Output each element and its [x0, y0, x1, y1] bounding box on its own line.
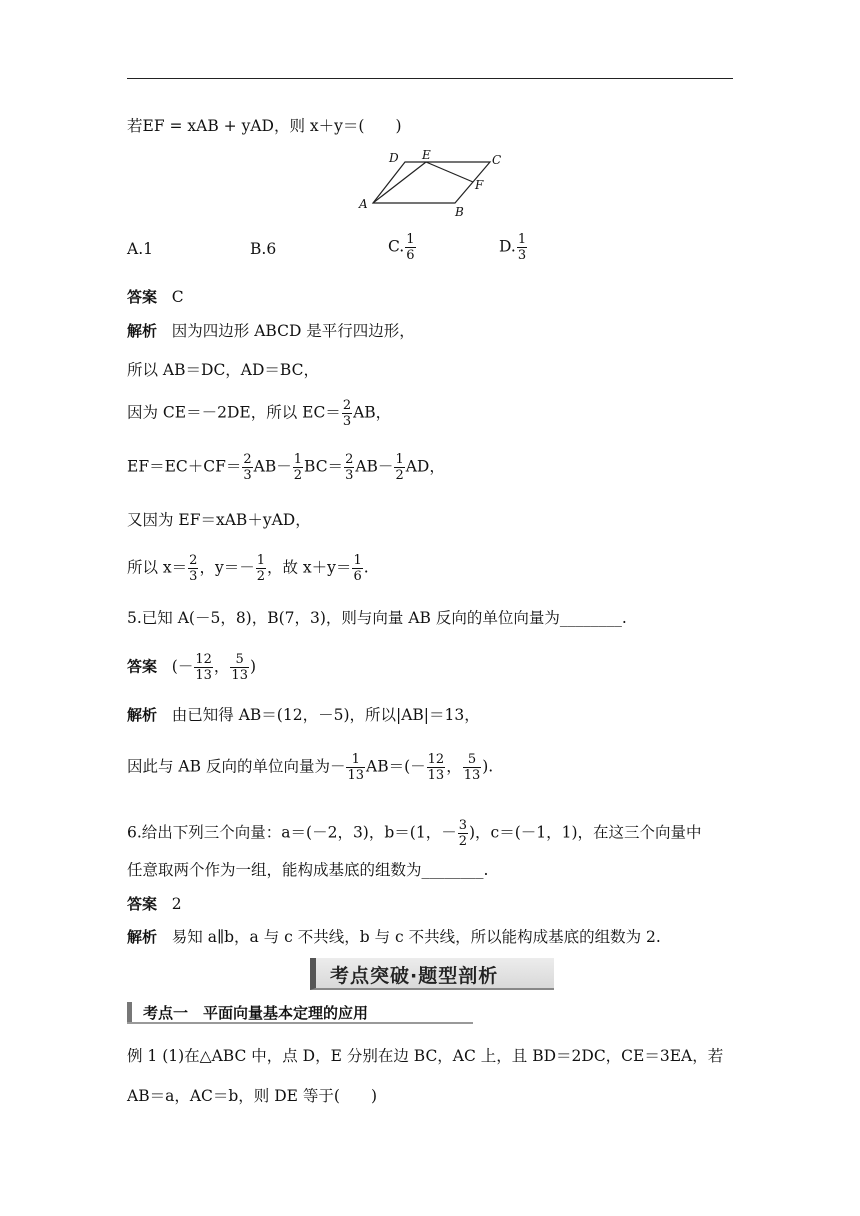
question-6-stem-1: 6.给出下列三个向量：a＝(－2，3)，b＝(1，－ $\frac{3}{2}$ )，c＝(－1，1)，在这三个向量中: [127, 818, 702, 849]
choice-b[interactable]: B.6: [250, 240, 277, 258]
q4-analysis-6: 所以 x＝ $\frac{2}{3}$ ，y＝－ $\frac{1}{2}$ ，故 x＋y＝ $\frac{1}{6}$ .: [127, 553, 369, 584]
question-5-stem: 5.已知 A(－5，8)，B(7，3)，则与向量 AB 反向的单位向量为________.: [127, 609, 627, 627]
label-C: C: [492, 153, 502, 167]
q4-answer: 答案 C: [127, 288, 184, 306]
section-banner: 考点突破·题型剖析: [310, 958, 554, 990]
label-B: B: [455, 205, 464, 218]
topic-bar-marker: [127, 1002, 132, 1022]
q5-analysis-1: 解析 由已知得 AB＝(12，－5)，所以|AB|＝13，: [127, 706, 480, 724]
q5-answer: 答案 (－ $\frac{12}{13}$ ， $\frac{5}{13}$ ): [127, 652, 257, 683]
q4-analysis-2: 所以 AB＝DC，AD＝BC，: [127, 361, 319, 379]
label-A: A: [359, 197, 368, 211]
q4-analysis-3: 因为 CE＝－2DE，所以 EC＝ $\frac{2}{3}$ AB，: [127, 398, 392, 429]
q6-answer: 答案 2: [127, 895, 182, 913]
q6-analysis: 解析 易知 a∥b，a 与 c 不共线，b 与 c 不共线，所以能构成基底的组数为 2.: [127, 928, 661, 946]
example-1-line-1: 例 1 (1)在△ABC 中，点 D，E 分别在边 BC，AC 上，且 BD＝2DC，CE＝3EA，若: [127, 1047, 724, 1065]
label-F: F: [475, 178, 484, 192]
q5-analysis-2: 因此与 AB 反向的单位向量为－ $\frac{1}{13}$ AB＝(－ $\frac{12}{13}$ ， $\frac{5}{13}$ ).: [127, 752, 494, 783]
parallelogram-figure: [355, 148, 515, 218]
topic-bar: 考点一 平面向量基本定理的应用: [127, 1002, 473, 1024]
label-E: E: [422, 148, 431, 162]
example-1-line-2: AB＝a，AC＝b，则 DE 等于( ): [127, 1087, 377, 1105]
q4-analysis-4: EF＝EC＋CF＝ $\frac{2}{3}$ AB－ $\frac{1}{2}$ BC＝ $\frac{2}{3}$ AB－ $\frac{1}{2}$ AD，: [127, 452, 445, 483]
label-D: D: [389, 151, 399, 165]
choice-a[interactable]: A.1: [127, 240, 153, 258]
q4-analysis-5: 又因为 EF＝xAB＋yAD，: [127, 511, 311, 529]
question-6-stem-2: 任意取两个作为一组，能构成基底的组数为________.: [127, 861, 489, 879]
choice-c[interactable]: C. $\frac{1}{6}$: [388, 232, 415, 263]
choice-d[interactable]: D. $\frac{1}{3}$: [499, 232, 527, 263]
question-4-stem: 若EF = xAB + yAD，则 x＋y＝( ): [127, 117, 402, 135]
header-rule: [127, 78, 733, 79]
q4-analysis-1: 解析 因为四边形 ABCD 是平行四边形，: [127, 322, 415, 340]
